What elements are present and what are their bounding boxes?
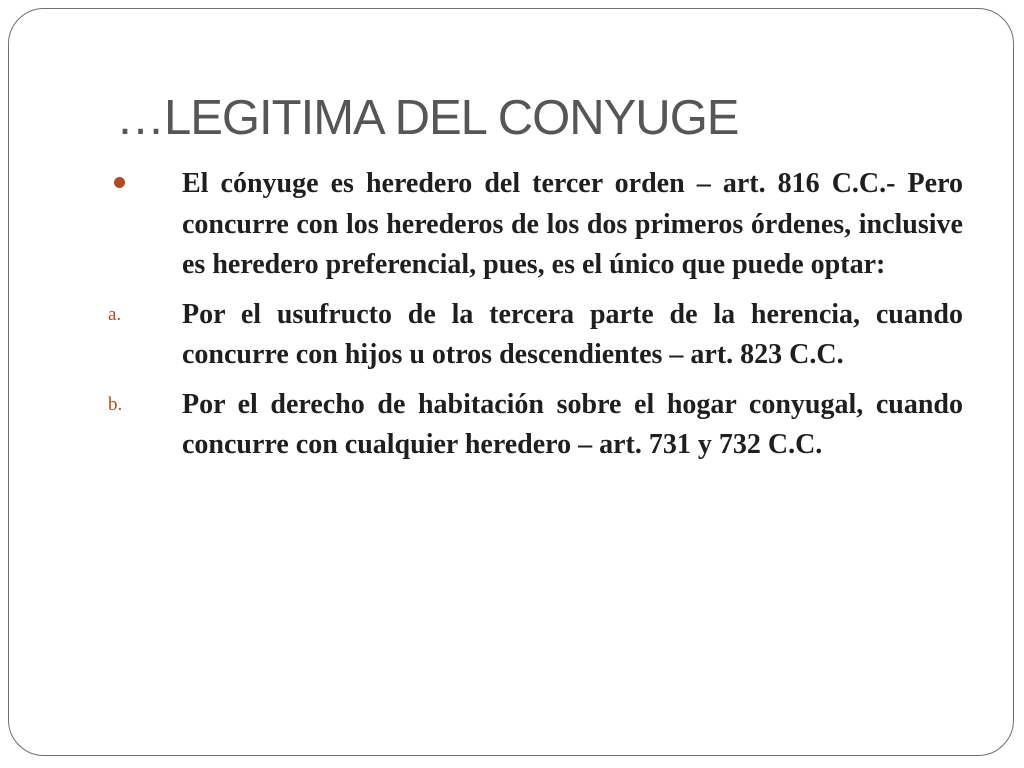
list-item-text: Por el usufructo de la tercera parte de la herencia, cuando concurre con hijos u otros descendientes – art. 823 C.C.: [182, 298, 963, 370]
list-item-a: [108, 295, 963, 376]
list-item-text: El cónyuge es heredero del tercer orden – art. 816 C.C.- Pero concurre con los herederos de los dos primeros órdenes, inclusive es heredero preferencial, pues, es el único que puede optar:: [182, 168, 963, 280]
bullet-dot-icon: [114, 177, 125, 188]
list-item-b: [108, 385, 963, 466]
slide-title: …LEGITIMA DEL CONYUGE: [116, 91, 739, 145]
list-marker-a: a.: [108, 303, 122, 325]
list-item-bullet: [182, 164, 963, 286]
list-item-text: Por el derecho de habitación sobre el hogar conyugal, cuando concurre con cualquier heredero – art. 731 y 732 C.C.: [182, 388, 963, 460]
list-marker-b: b.: [108, 393, 123, 415]
slide-content-list: [108, 164, 963, 466]
